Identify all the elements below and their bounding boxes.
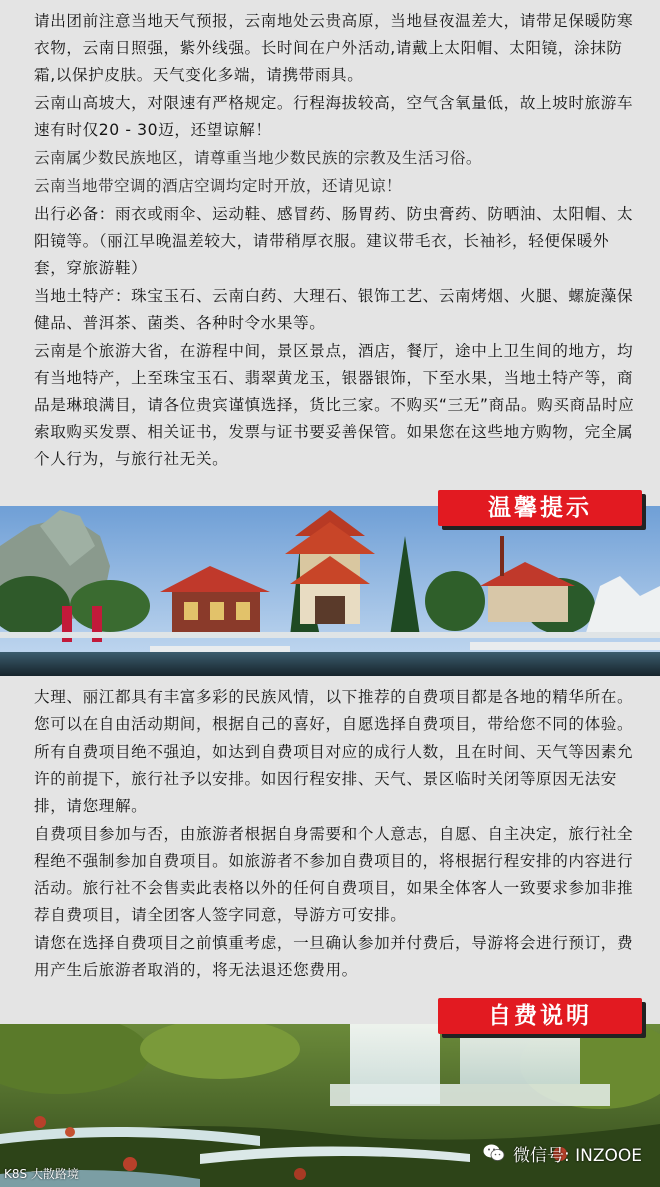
wechat-icon (483, 1143, 505, 1163)
wechat-id-text: 微信号: INZOOE (512, 1145, 642, 1166)
wechat-watermark (483, 1142, 642, 1164)
temple-photo (0, 506, 660, 676)
ethnic-customs-paragraph: 云南属少数民族地区，请尊重当地少数民族的宗教及生活习俗。 (34, 149, 482, 167)
warm-tips-banner (438, 490, 642, 526)
speed-limit-paragraph: 云南山高坡大，对限速有严格规定。行程海拔较高，空气含氧量低，故上坡时旅游车速有时仅20 - 30迈，还望谅解！ (34, 94, 634, 139)
voluntary-paragraph: 自费项目参加与否，由旅游者根据自身需要和个人意志，自愿、自主决定，旅行社全程绝不强制参加自费项目。如旅游者不参加自费项目的，将根据行程安排的内容进行活动。旅行社不会售卖此表格以外的任何自费项目，如果全体客人一致要求参加非推荐自费项目，请全团客人签字同意，导游方可安排。 (34, 825, 634, 924)
warm-tips-banner-label: 温馨提示 (488, 495, 592, 521)
no-force-paragraph: 所有自费项目绝不强迫，如达到自费项目对应的成行人数，且在时间、天气等因素允许的前提下，旅行社予以安排。如因行程安排、天气、景区临时关闭等原因无法安排，请您理解。 (34, 743, 634, 815)
shopping-paragraph: 云南是个旅游大省，在游程中间，景区景点，酒店，餐厅，途中上卫生间的地方，均有当地特产，上至珠宝玉石、翡翠黄龙玉，银器银饰，下至水果，当地土特产等，商品是琳琅满目，请各位贵宾谨慎选择，货比三家。不购买“三无”商品。购买商品时应索取购买发票、相关证书，发票与证书要妥善保管。如果您在这些地方购物，完全属个人行为，与旅行社无关。 (34, 342, 635, 468)
intro-paragraph: 大理、丽江都具有丰富多彩的民族风情，以下推荐的自费项目都是各地的精华所在。您可以在自由活动期间，根据自己的喜好，自愿选择自费项目，带给您不同的体验。 (34, 688, 634, 733)
optional-projects-section (0, 684, 660, 985)
weather-paragraph: 请出团前注意当地天气预报，云南地处云贵高原，当地昼夜温差大，请带足保暖防寒衣物，云南日照强，紫外线强。长时间在户外活动,请戴上太阳帽、太阳镜，涂抹防霜,以保护皮肤。天气变化多端，请携带雨具。 (34, 12, 634, 84)
optional-projects-banner-label: 自费说明 (488, 1003, 592, 1029)
optional-projects-banner (438, 998, 642, 1034)
corner-logo: K8S 大散路境 (4, 1167, 79, 1181)
refund-paragraph: 请您在选择自费项目之前慎重考虑，一旦确认参加并付费后，导游将会进行预订，费用产生后旅游者取消的，将无法退还您费用。 (34, 934, 634, 979)
local-specialties-paragraph: 当地土特产：珠宝玉石、云南白药、大理石、银饰工艺、云南烤烟、火腿、螺旋藻保健品、普洱茶、菌类、各种时令水果等。 (34, 287, 634, 332)
packing-list-paragraph: 出行必备：雨衣或雨伞、运动鞋、感冒药、肠胃药、防虫膏药、防晒油、太阳帽、太阳镜等。（丽江早晚温差较大，请带稍厚衣服。建议带毛衣，长袖衫，轻便保暖外套，穿旅游鞋） (34, 205, 634, 277)
hotel-ac-paragraph: 云南当地带空调的酒店空调均定时开放，还请见谅！ (34, 177, 402, 195)
notice-section (0, 8, 660, 474)
